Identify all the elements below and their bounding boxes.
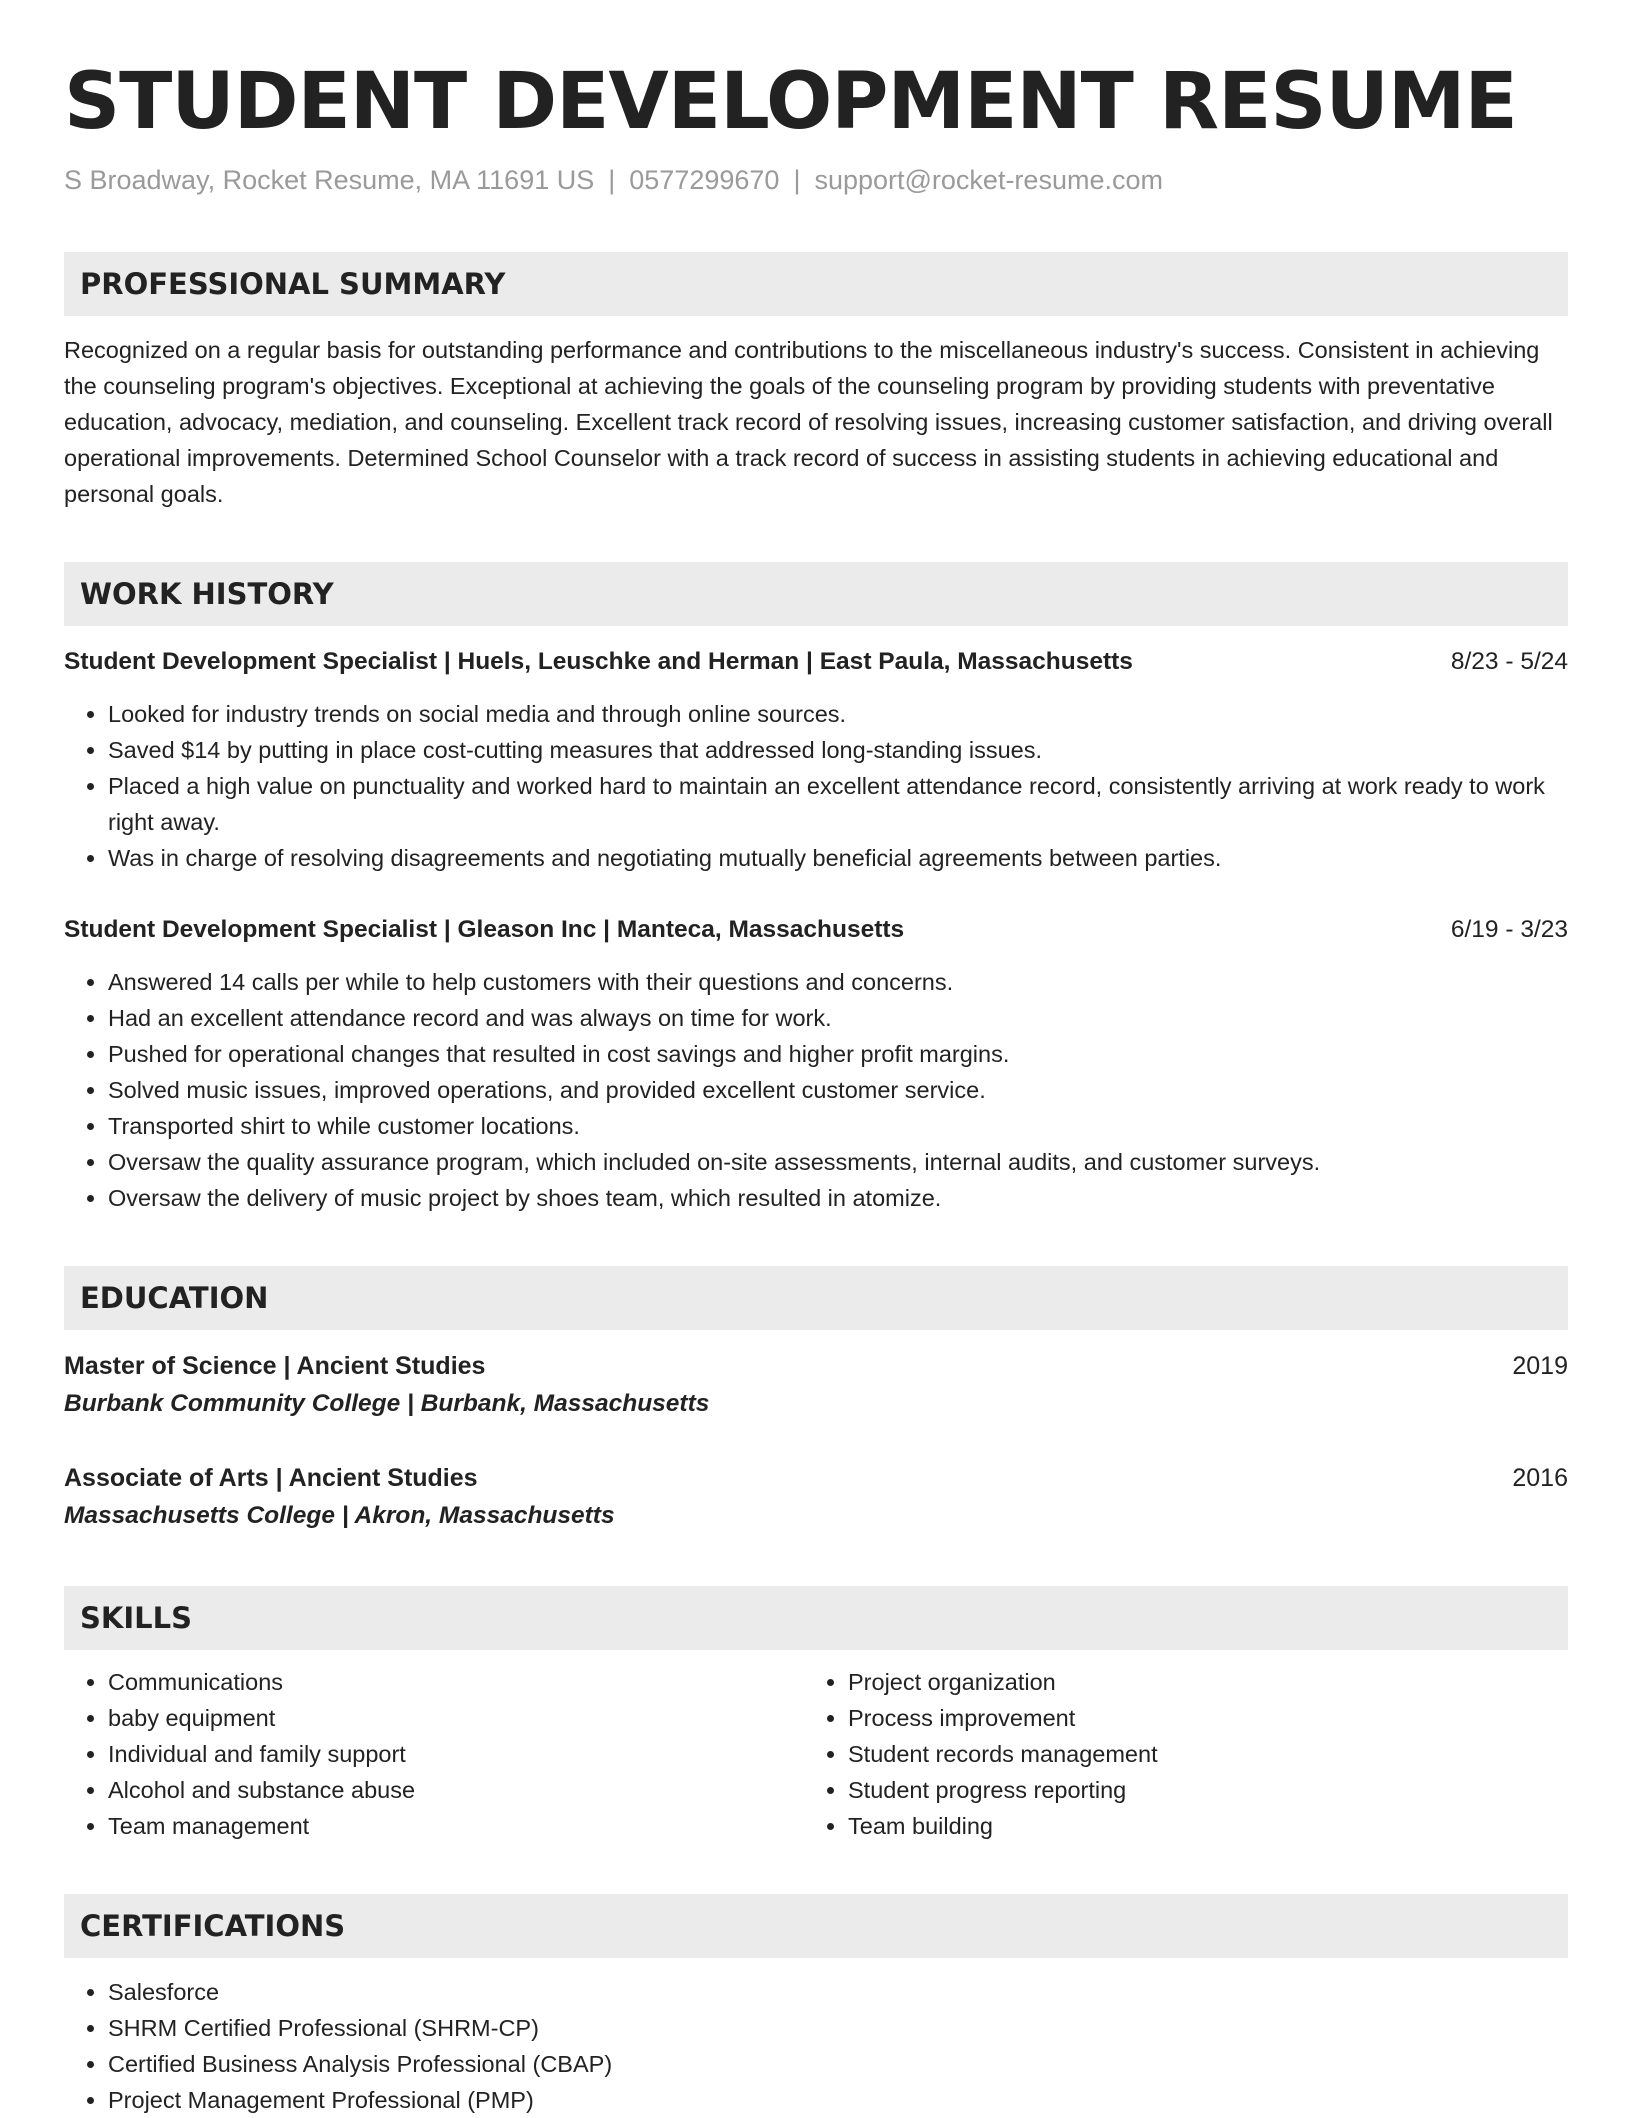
- skill-item: • Individual and family support: [108, 1736, 804, 1772]
- section-heading-summary: PROFESSIONAL SUMMARY: [64, 252, 1568, 316]
- contact-line: [64, 162, 1568, 198]
- contact-email: support@rocket-resume.com: [814, 165, 1163, 195]
- certification-item: • SHRM Certified Professional (SHRM-CP): [108, 2010, 1568, 2046]
- job-dates: 6/19 - 3/23: [1450, 916, 1568, 943]
- job-bullet: • Transported shirt to while customer locations.: [108, 1108, 1568, 1144]
- job-bullet: • Placed a high value on punctuality and worked hard to maintain an excellent attendance record, consistently arriving at work ready to work right away.: [108, 768, 1568, 840]
- degree: Master of Science | Ancient Studies: [64, 1352, 486, 1380]
- graduation-year: 2019: [1512, 1352, 1568, 1380]
- summary-text: Recognized on a regular basis for outstanding performance and contributions to the miscellaneous industry's success. Consistent in achieving the counseling program's objectives. Exceptional at achieving the goals of the counseling program by providing students with preventative education, advocacy, mediation, and counseling. Excellent track record of resolving issues, increasing customer satisfaction, and driving overall operational improvements. Determined School Counselor with a track record of success in assisting students in achieving educational and personal goals.: [64, 337, 1553, 507]
- skill-item: • Alcohol and substance abuse: [108, 1772, 804, 1808]
- skill-item: • Project organization: [848, 1664, 1544, 1700]
- contact-separator: |: [793, 165, 801, 195]
- contact-separator: |: [608, 165, 616, 195]
- job-bullet: • Pushed for operational changes that resulted in cost savings and higher profit margins.: [108, 1036, 1568, 1072]
- job-header: [64, 644, 1568, 680]
- contact-phone: 0577299670: [629, 165, 780, 195]
- certification-item: • Certified Business Analysis Professional (CBAP): [108, 2046, 1568, 2082]
- job-title: Student Development Specialist | Gleason Inc | Manteca, Massachusetts: [64, 916, 905, 943]
- job-bullet: • Saved $14 by putting in place cost-cutting measures that addressed long-standing issues.: [108, 732, 1568, 768]
- education-entry: [64, 1460, 1568, 1536]
- job-bullet: • Solved music issues, improved operations, and provided excellent customer service.: [108, 1072, 1568, 1108]
- job-bullet: • Oversaw the delivery of music project by shoes team, which resulted in atomize.: [108, 1180, 1568, 1216]
- skill-item: • baby equipment: [108, 1700, 804, 1736]
- certifications-list: [64, 1974, 1568, 2118]
- school: Burbank Community College | Burbank, Massachusetts: [64, 1390, 710, 1417]
- skill-item: • Process improvement: [848, 1700, 1544, 1736]
- job-title: Student Development Specialist | Huels, Leuschke and Herman | East Paula, Massachusetts: [64, 648, 1133, 675]
- education-header: [64, 1460, 1568, 1496]
- job-dates: 8/23 - 5/24: [1450, 648, 1568, 675]
- job-bullets: [64, 696, 1568, 876]
- contact-address: S Broadway, Rocket Resume, MA 11691 US: [64, 165, 595, 195]
- skill-item: • Team management: [108, 1808, 804, 1844]
- job-bullet: • Looked for industry trends on social media and through online sources.: [108, 696, 1568, 732]
- job-bullet: • Answered 14 calls per while to help customers with their questions and concerns.: [108, 964, 1568, 1000]
- skills-column-right: [804, 1664, 1544, 1844]
- graduation-year: 2016: [1512, 1464, 1568, 1492]
- certification-item: • Project Management Professional (PMP): [108, 2082, 1568, 2118]
- resume-title: STUDENT DEVELOPMENT RESUME: [64, 57, 1517, 147]
- job-header: [64, 912, 1568, 948]
- skills-column-left: [64, 1664, 804, 1844]
- skill-item: • Team building: [848, 1808, 1544, 1844]
- skill-item: • Student records management: [848, 1736, 1544, 1772]
- section-heading-certifications: CERTIFICATIONS: [64, 1894, 1568, 1958]
- section-heading-education: EDUCATION: [64, 1266, 1568, 1330]
- certification-item: • Salesforce: [108, 1974, 1568, 2010]
- job-bullet: • Oversaw the quality assurance program, which included on-site assessments, internal audits, and customer surveys.: [108, 1144, 1568, 1180]
- skills-columns: [64, 1664, 1568, 1844]
- school: Massachusetts College | Akron, Massachusetts: [64, 1502, 615, 1529]
- skill-item: • Student progress reporting: [848, 1772, 1544, 1808]
- education-header: [64, 1348, 1568, 1384]
- job-bullet: • Was in charge of resolving disagreements and negotiating mutually beneficial agreements between parties.: [108, 840, 1568, 876]
- education-entry: [64, 1348, 1568, 1424]
- skill-item: • Communications: [108, 1664, 804, 1700]
- job-entry: [64, 644, 1568, 876]
- section-heading-skills: SKILLS: [64, 1586, 1568, 1650]
- degree: Associate of Arts | Ancient Studies: [64, 1464, 478, 1492]
- job-entry: [64, 912, 1568, 1216]
- section-heading-work-history: WORK HISTORY: [64, 562, 1568, 626]
- job-bullets: [64, 964, 1568, 1216]
- job-bullet: • Had an excellent attendance record and was always on time for work.: [108, 1000, 1568, 1036]
